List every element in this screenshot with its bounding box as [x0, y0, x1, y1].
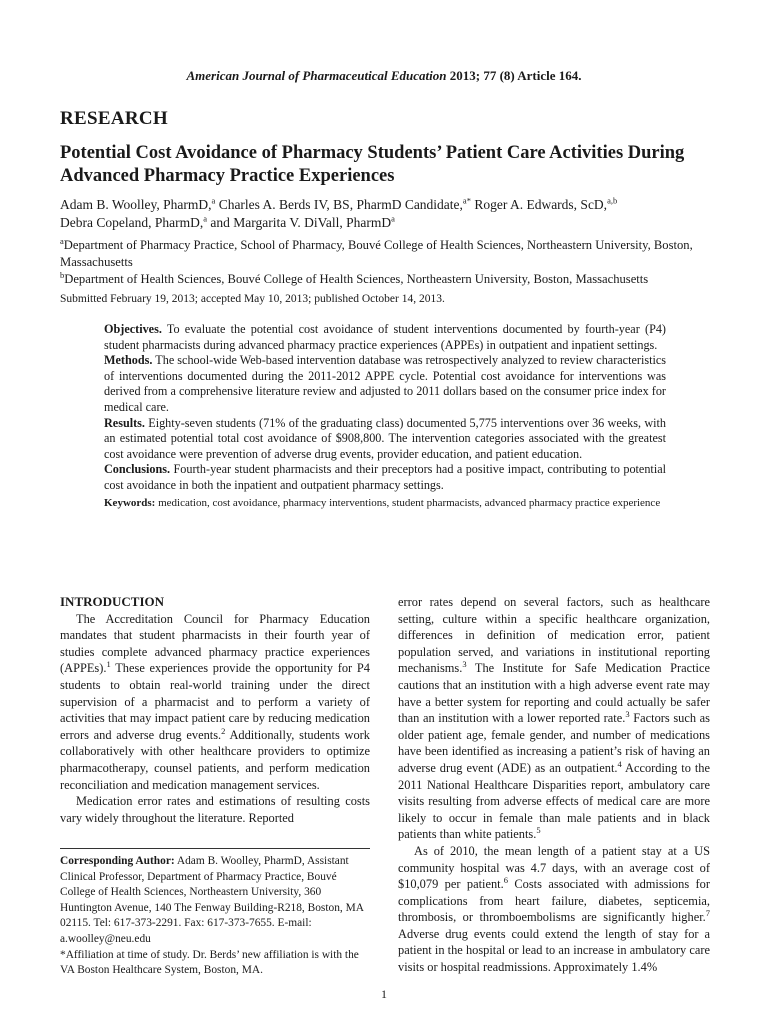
introduction-heading: INTRODUCTION	[60, 594, 165, 609]
journal-name: American Journal of Pharmaceutical Education	[186, 68, 447, 83]
body-paragraph: Medication error rates and estimations of resulting costs vary widely throughout the literature. Reported	[60, 794, 370, 825]
body-paragraph	[60, 611, 370, 794]
body-text: As of 2010, the mean length of a patient stay at a US community hospital was 4.7 days, with an average cost of $10,079 per patient.	[398, 843, 710, 892]
affiliation-footnote: *Affiliation at time of study. Dr. Berds’ new affiliation is with the VA Boston Healthcare System, Boston, MA.	[60, 948, 359, 977]
affil-mark: b	[60, 269, 65, 280]
abstract-label: Objectives.	[104, 322, 162, 336]
journal-citation: 2013; 77 (8) Article 164.	[449, 68, 582, 83]
body-paragraph	[398, 594, 710, 843]
body-text: The Accreditation Council for Pharmacy Education mandates that student pharmacists in their fourth year of studies complete advanced pharmacy practice experiences (APPEs).	[60, 611, 370, 676]
author-affil-mark: a*	[462, 195, 471, 206]
abstract-conclusions	[104, 462, 666, 493]
author: Adam B. Woolley, PharmD,	[60, 197, 212, 212]
affiliation-text: Department of Health Sciences, Bouvé College of Health Sciences, Northeastern University, Boston, Massachusetts	[64, 272, 649, 286]
body-text: Adverse drug events could extend the length of stay for a patient in the hospital or lead to an increase in ambulatory care visits or hospital readmissions. Approximately 1.4%	[398, 926, 710, 975]
citation-ref: 7	[705, 908, 710, 919]
keywords-text: medication, cost avoidance, pharmacy interventions, student pharmacists, advanced pharmacy practice experience	[158, 496, 661, 509]
citation-ref: 1	[106, 659, 111, 670]
corresponding-label: Corresponding Author:	[60, 855, 175, 867]
body-text: Costs associated with admissions for complications from heart failure, diabetes, septicemia, thrombosis, or thromboembolisms are significantly higher.	[398, 877, 710, 925]
author-affil-mark: a	[203, 213, 207, 224]
corresponding-text: Adam B. Woolley, PharmD, Assistant Clinical Professor, Department of Pharmacy Practice, Bouvé College of Health Sciences, Northeastern University, 360 Huntington Avenue, 140 The Fenway Building-R218, Boston, MA 02115. Tel: 617-373-2291. Fax: 617-373-7655. E-mail: a.woolley@neu.edu	[60, 855, 364, 945]
journal-header	[0, 68, 768, 84]
author-affil-mark: a	[211, 195, 216, 206]
abstract-keywords	[104, 496, 666, 511]
affiliations	[60, 237, 720, 288]
citation-ref: 4	[617, 758, 622, 769]
affiliation	[60, 237, 720, 271]
body-text: According to the 2011 National Healthcare Disparities report, ambulatory care visits resulting from adverse effects of medical care are more likely to occur in female than male patients and in black patients than white patients.	[398, 760, 710, 842]
citation-ref: 3	[625, 709, 630, 720]
left-column	[60, 594, 370, 826]
abstract-label: Conclusions.	[104, 462, 171, 477]
corresponding-author	[60, 854, 370, 948]
corresponding-author-note	[60, 848, 370, 979]
right-column	[398, 594, 710, 976]
citation-ref: 2	[221, 725, 226, 736]
abstract-methods	[104, 353, 666, 415]
affil-mark: a	[60, 235, 64, 246]
author: Debra Copeland, PharmD,	[60, 215, 204, 230]
body-paragraph	[398, 843, 710, 976]
affiliation-text: Department of Pharmacy Practice, School of Pharmacy, Bouvé College of Health Sciences, Northeastern University, Boston, Massachusetts	[60, 238, 693, 269]
citation-ref: 3	[462, 659, 467, 670]
abstract	[104, 322, 666, 511]
body-text: Additionally, students work collaboratively with other healthcare providers to optimize pharmacotherapy, counsel patients, and perform medication reconciliation and medication management services.	[60, 727, 370, 792]
page-number: 1	[381, 987, 387, 1001]
author-affil-mark: a	[391, 213, 395, 224]
body-text: error rates depend on several factors, such as healthcare setting, culture within a specific healthcare organization, differences in definition of medication error, patient population served, and variations in institutional reporting mechanisms.	[398, 595, 710, 676]
abstract-text: To evaluate the potential cost avoidance of student interventions documented by fourth-year (P4) student pharmacists during advanced pharmacy practice experiences (APPEs) in outpatient and inpatient settings.	[104, 322, 666, 352]
author-affil-mark: a,b	[607, 195, 618, 206]
author-sep: and	[207, 215, 234, 230]
abstract-results	[104, 416, 666, 463]
abstract-label: Methods.	[104, 353, 153, 368]
abstract-text: Fourth-year student pharmacists and their preceptors had a positive impact, contributing to potential cost avoidance in both the inpatient and outpatient pharmacy settings.	[104, 462, 666, 492]
author-list	[60, 196, 720, 232]
keywords-label: Keywords:	[104, 496, 156, 509]
author: Charles A. Berds IV, BS, PharmD Candidate,	[218, 197, 463, 212]
body-text: The Institute for Safe Medication Practice cautions that an institution with a high adverse event rate may have a better system for reporting and could actually be safer than an institution with a lower reported rate.	[398, 661, 710, 726]
abstract-objectives	[104, 322, 666, 353]
author: Roger A. Edwards, ScD,	[474, 197, 608, 212]
abstract-label: Results.	[104, 415, 145, 430]
citation-ref: 5	[536, 825, 541, 836]
article-title: Potential Cost Avoidance of Pharmacy Students’ Patient Care Activities During Advanced Pharmacy Practice Experiences	[60, 143, 685, 186]
body-text: These experiences provide the opportunity for P4 students to obtain real-world training under the direct supervision of a pharmacist and to perform a variety of activities that may impact patient care by reducing medication errors and adverse drug events.	[60, 661, 370, 742]
citation-ref: 6	[503, 874, 508, 885]
abstract-text: Eighty-seven students (71% of the graduating class) documented 5,775 interventions over 36 weeks, with an estimated potential total cost avoidance of $908,800. The intervention categories associated with the greatest cost avoidance were prevention of adverse drug events, provider education, and patient education.	[104, 415, 666, 461]
author: Margarita V. DiVall, PharmD	[233, 215, 392, 230]
affiliation	[60, 271, 720, 288]
abstract-text: The school-wide Web-based intervention database was retrospectively analyzed to review characteristics of interventions documented during the 2011-2012 APPE cycle. Potential cost avoidance for interventions was derived from a comprehensive literature review and adjusted to 2011 dollars based on the consumer price index for medical care.	[104, 353, 666, 414]
section-label: RESEARCH	[60, 108, 168, 129]
submission-dates: Submitted February 19, 2013; accepted May 10, 2013; published October 14, 2013.	[60, 293, 445, 305]
body-text: Factors such as older patient age, female gender, and number of medications have been identified as increasing a patient’s risk of having an adverse drug event (ADE) as an outpatient.	[398, 711, 710, 775]
